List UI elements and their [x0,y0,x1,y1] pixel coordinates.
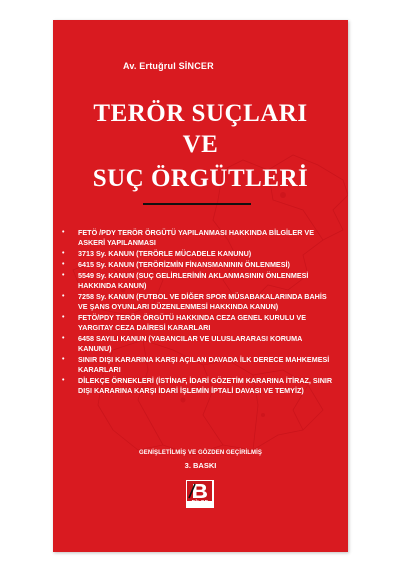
bullet-icon: • [62,356,65,364]
book-title-line-1: TERÖR SUÇLARI [93,100,308,127]
topics-list [62,228,334,397]
bullet-icon: • [62,292,65,300]
bullet-icon: • [62,334,65,342]
topic-text: DİLEKÇE ÖRNEKLERİ (İSTİNAF, İDARİ GÖZETİM KARARINA İTİRAZ, SINIR DIŞI KARARINA KARŞI İDARİ İŞLEMİN İPTALİ DAVASI VE TEMYİZ) [78,376,333,396]
topic-item [62,271,334,292]
topic-text: 5549 Sy. KANUN (SUÇ GELİRLERİNİN AKLANMASININ ÖNLENMESİ HAKKINDA KANUN) [78,270,309,290]
bullet-icon: • [62,313,65,321]
bullet-icon: • [62,229,65,236]
topic-text: 7258 Sy. KANUN (FUTBOL VE DİĞER SPOR MÜSABAKALARINDA BAHİS VE ŞANS OYUNLARI DÜZENLENMESİ HAKKINDA KANUN) [78,291,327,312]
publisher-logo [186,480,214,508]
topic-item [62,355,334,376]
topic-item [62,313,334,334]
topic-text: SINIR DIŞI KARARINA KARŞI AÇILAN DAVADA İLK DERECE MAHKEMESİ KARARLARI [78,355,330,375]
bullet-icon: • [62,377,65,385]
bullet-icon: • [62,271,65,279]
topic-text: FETÖ/PDY TERÖR ÖRGÜTÜ HAKKINDA CEZA GENEL KURULU VE YARGITAY CEZA DAİRESİ KARARLARI [78,312,307,333]
publisher-name: BİLGE [191,500,209,506]
topic-item [62,228,334,249]
topic-item [62,376,334,397]
bullet-icon: • [62,260,65,268]
topic-item [62,249,334,259]
author-name: Av. Ertuğrul SİNCER [123,61,214,71]
title-divider [143,203,251,205]
publisher-b-icon [187,481,212,501]
topic-text: FETÖ /PDY TERÖR ÖRGÜTÜ YAPILANMASI HAKKINDA BİLGİLER VE ASKERİ YAPILANMASI [78,228,315,248]
topic-item [62,334,334,355]
topic-text: 6415 Sy. KANUN (TERÖRİZMİN FİNANSMANININ ÖNLENMESİ) [78,259,290,269]
bullet-icon: • [62,250,65,258]
topic-item [62,292,334,313]
topic-text: 3713 Sy. KANUN (TERÖRLE MÜCADELE KANUNU) [78,249,252,259]
topic-item [62,260,334,270]
edition-number: 3. BASKI [184,461,217,470]
book-title-line-2: VE [182,131,219,158]
edition-note: GENİŞLETİLMİŞ VE GÖZDEN GEÇİRİLMİŞ [138,450,263,456]
book-cover [53,20,348,552]
topic-text: 6458 SAYILI KANUN (YABANCILAR VE ULUSLARARASI KORUMA KANUNU) [78,333,303,354]
book-title-line-3: SUÇ ÖRGÜTLERİ [92,165,309,192]
